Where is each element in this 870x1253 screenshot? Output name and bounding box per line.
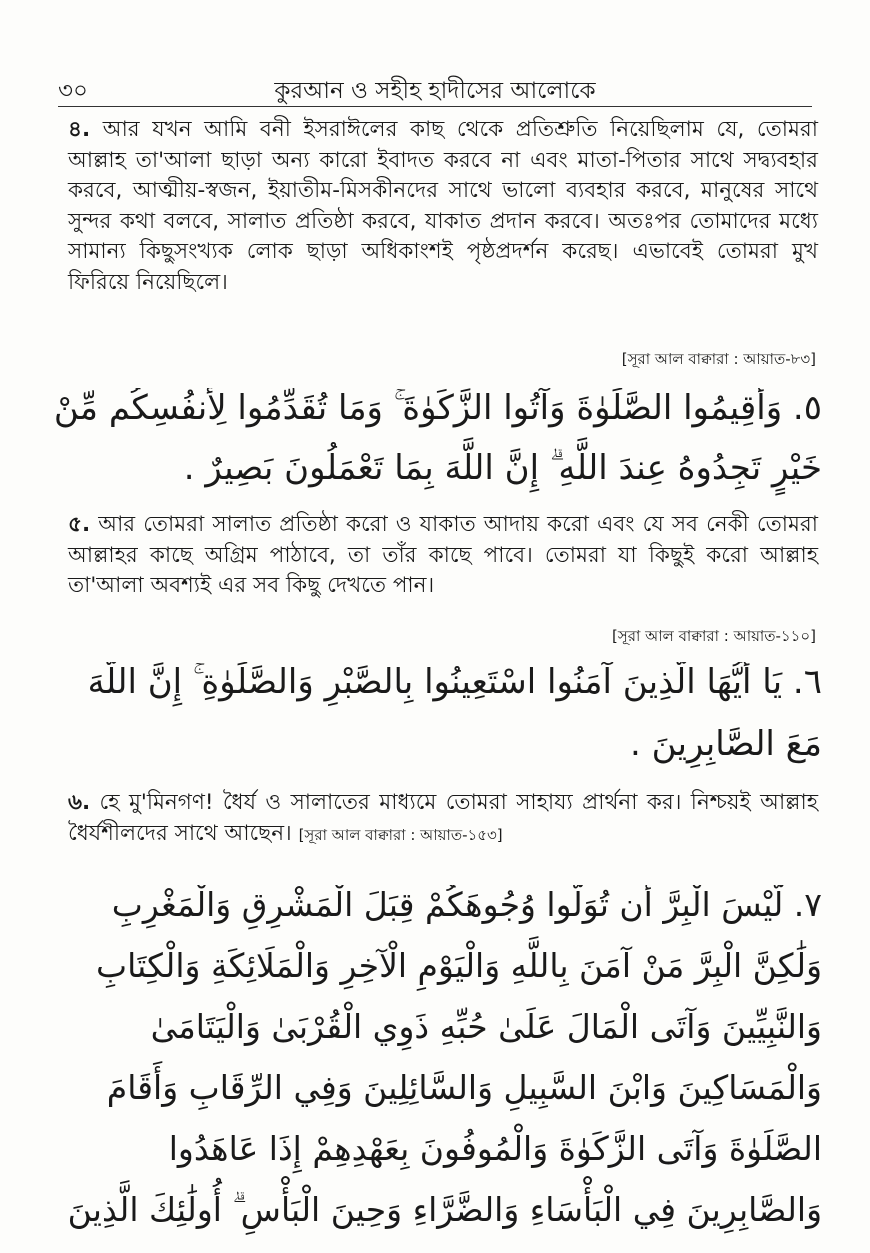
page-number: ৩০ xyxy=(58,78,88,104)
item-5-translation xyxy=(68,510,818,602)
item-4-number: ৪. xyxy=(68,117,91,142)
item-4-translation xyxy=(68,115,818,298)
item-6-reference: [সূরা আল বাক্বারা : আয়াত-১৫৩] xyxy=(298,825,503,844)
item-5-text: আর তোমরা সালাত প্রতিষ্ঠা করো ও যাকাত আদায় করো এবং যে সব নেকী তোমরা আল্লাহর কাছে অগ্রিম পাঠাবে, তা তাঁর কাছে পাবে। তোমরা যা কিছুই করো আল্লাহ তা'আলা অবশ্যই এর সব কিছু দেখতে পান। xyxy=(68,512,819,598)
arabic-verse-7-line-4: وَالْمَسَاكِينَ وَابْنَ السَّبِيلِ وَالسَّائِلِينَ وَفِي الرِّقَابِ وَأَقَامَ xyxy=(106,1068,822,1107)
item-4-reference: [সূরা আল বাক্বারা : আয়াত-৮৩] xyxy=(621,350,816,368)
arabic-verse-7 xyxy=(40,885,822,1251)
page-header xyxy=(58,72,812,106)
arabic-verse-7-line-3: وَالنَّبِيِّينَ وَآتَى الْمَالَ عَلَىٰ حُبِّهِ ذَوِي الْقُرْبَىٰ وَالْيَتَامَىٰ xyxy=(150,1007,822,1046)
item-6-number: ৬. xyxy=(68,790,91,815)
arabic-verse-5 xyxy=(40,388,822,508)
arabic-verse-7-line-1: ٧. لَّيْسَ الْبِرَّ أَن تُوَلُّوا وُجُوهَكُمْ قِبَلَ الْمَشْرِقِ وَالْمَغْرِبِ xyxy=(111,885,822,924)
item-5-number: ৫. xyxy=(68,512,91,537)
arabic-verse-5-line-1: ٥. وَأَقِيمُوا الصَّلَوٰةَ وَآتُوا الزَّكَوٰةَ ۚ وَمَا تُقَدِّمُوا لِأَنفُسِكُم مِّنْ xyxy=(53,388,822,428)
arabic-verse-6-line-2: مَعَ الصَّابِرِينَ . xyxy=(630,724,822,764)
item-6-translation xyxy=(68,788,818,850)
arabic-verse-5-line-2: خَيْرٍ تَجِدُوهُ عِندَ اللَّهِ ۗ إِنَّ اللَّهَ بِمَا تَعْمَلُونَ بَصِيرٌ . xyxy=(183,448,822,488)
item-4-text: আর যখন আমি বনী ইসরাঈলের কাছ থেকে প্রতিশ্রুতি নিয়েছিলাম যে, তোমরা আল্লাহ তা'আলা ছাড়া অন্য কারো ইবাদত করবে না এবং মাতা-পিতার সাথে সদ্ব্যবহার করবে, আত্মীয়-স্বজন, ইয়াতীম-মিসকীনদের সাথে ভালো ব্যবহার করবে, মানুষের সাথে সুন্দর কথা বলবে, সালাত প্রতিষ্ঠা করবে, যাকাত প্রদান করবে। অতঃপর তোমাদের মধ্যে সামান্য কিছুসংখ্যক লোক ছাড়া অধিকাংশই পৃষ্ঠপ্রদর্শন করেছ। এভাবেই তোমরা মুখ ফিরিয়ে নিয়েছিলে। xyxy=(68,117,818,295)
arabic-verse-7-line-5: الصَّلَوٰةَ وَآتَى الزَّكَوٰةَ وَالْمُوفُونَ بِعَهْدِهِمْ إِذَا عَاهَدُوا xyxy=(168,1129,822,1168)
running-title: কুরআন ও সহীহ হাদীসের আলোকে xyxy=(274,78,596,104)
arabic-verse-6-line-1: ٦. يَا أَيُّهَا الَّذِينَ آمَنُوا اسْتَعِينُوا بِالصَّبْرِ وَالصَّلَوٰةِ ۚ إِنَّ اللَّهَ xyxy=(87,662,822,702)
item-6-text: হে মু'মিনগণ! ধৈর্য ও সালাতের মাধ্যমে তোমরা সাহায্য প্রার্থনা কর। নিশ্চয়ই আল্লাহ ধৈর্যশীলদের সাথে আছেন। xyxy=(68,790,818,846)
arabic-verse-7-line-2: وَلَٰكِنَّ الْبِرَّ مَنْ آمَنَ بِاللَّهِ وَالْيَوْمِ الْآخِرِ وَالْمَلَائِكَةِ وَالْكِتَابِ xyxy=(96,946,822,985)
item-5-reference: [সূরা আল বাক্বারা : আয়াত-১১০] xyxy=(612,627,816,645)
arabic-verse-6 xyxy=(40,662,822,786)
arabic-verse-7-line-6: وَالصَّابِرِينَ فِي الْبَأْسَاءِ وَالضَّرَّاءِ وَحِينَ الْبَأْسِ ۗ أُولَٰئِكَ الَّذِينَ xyxy=(67,1190,822,1229)
header-divider xyxy=(58,106,812,107)
